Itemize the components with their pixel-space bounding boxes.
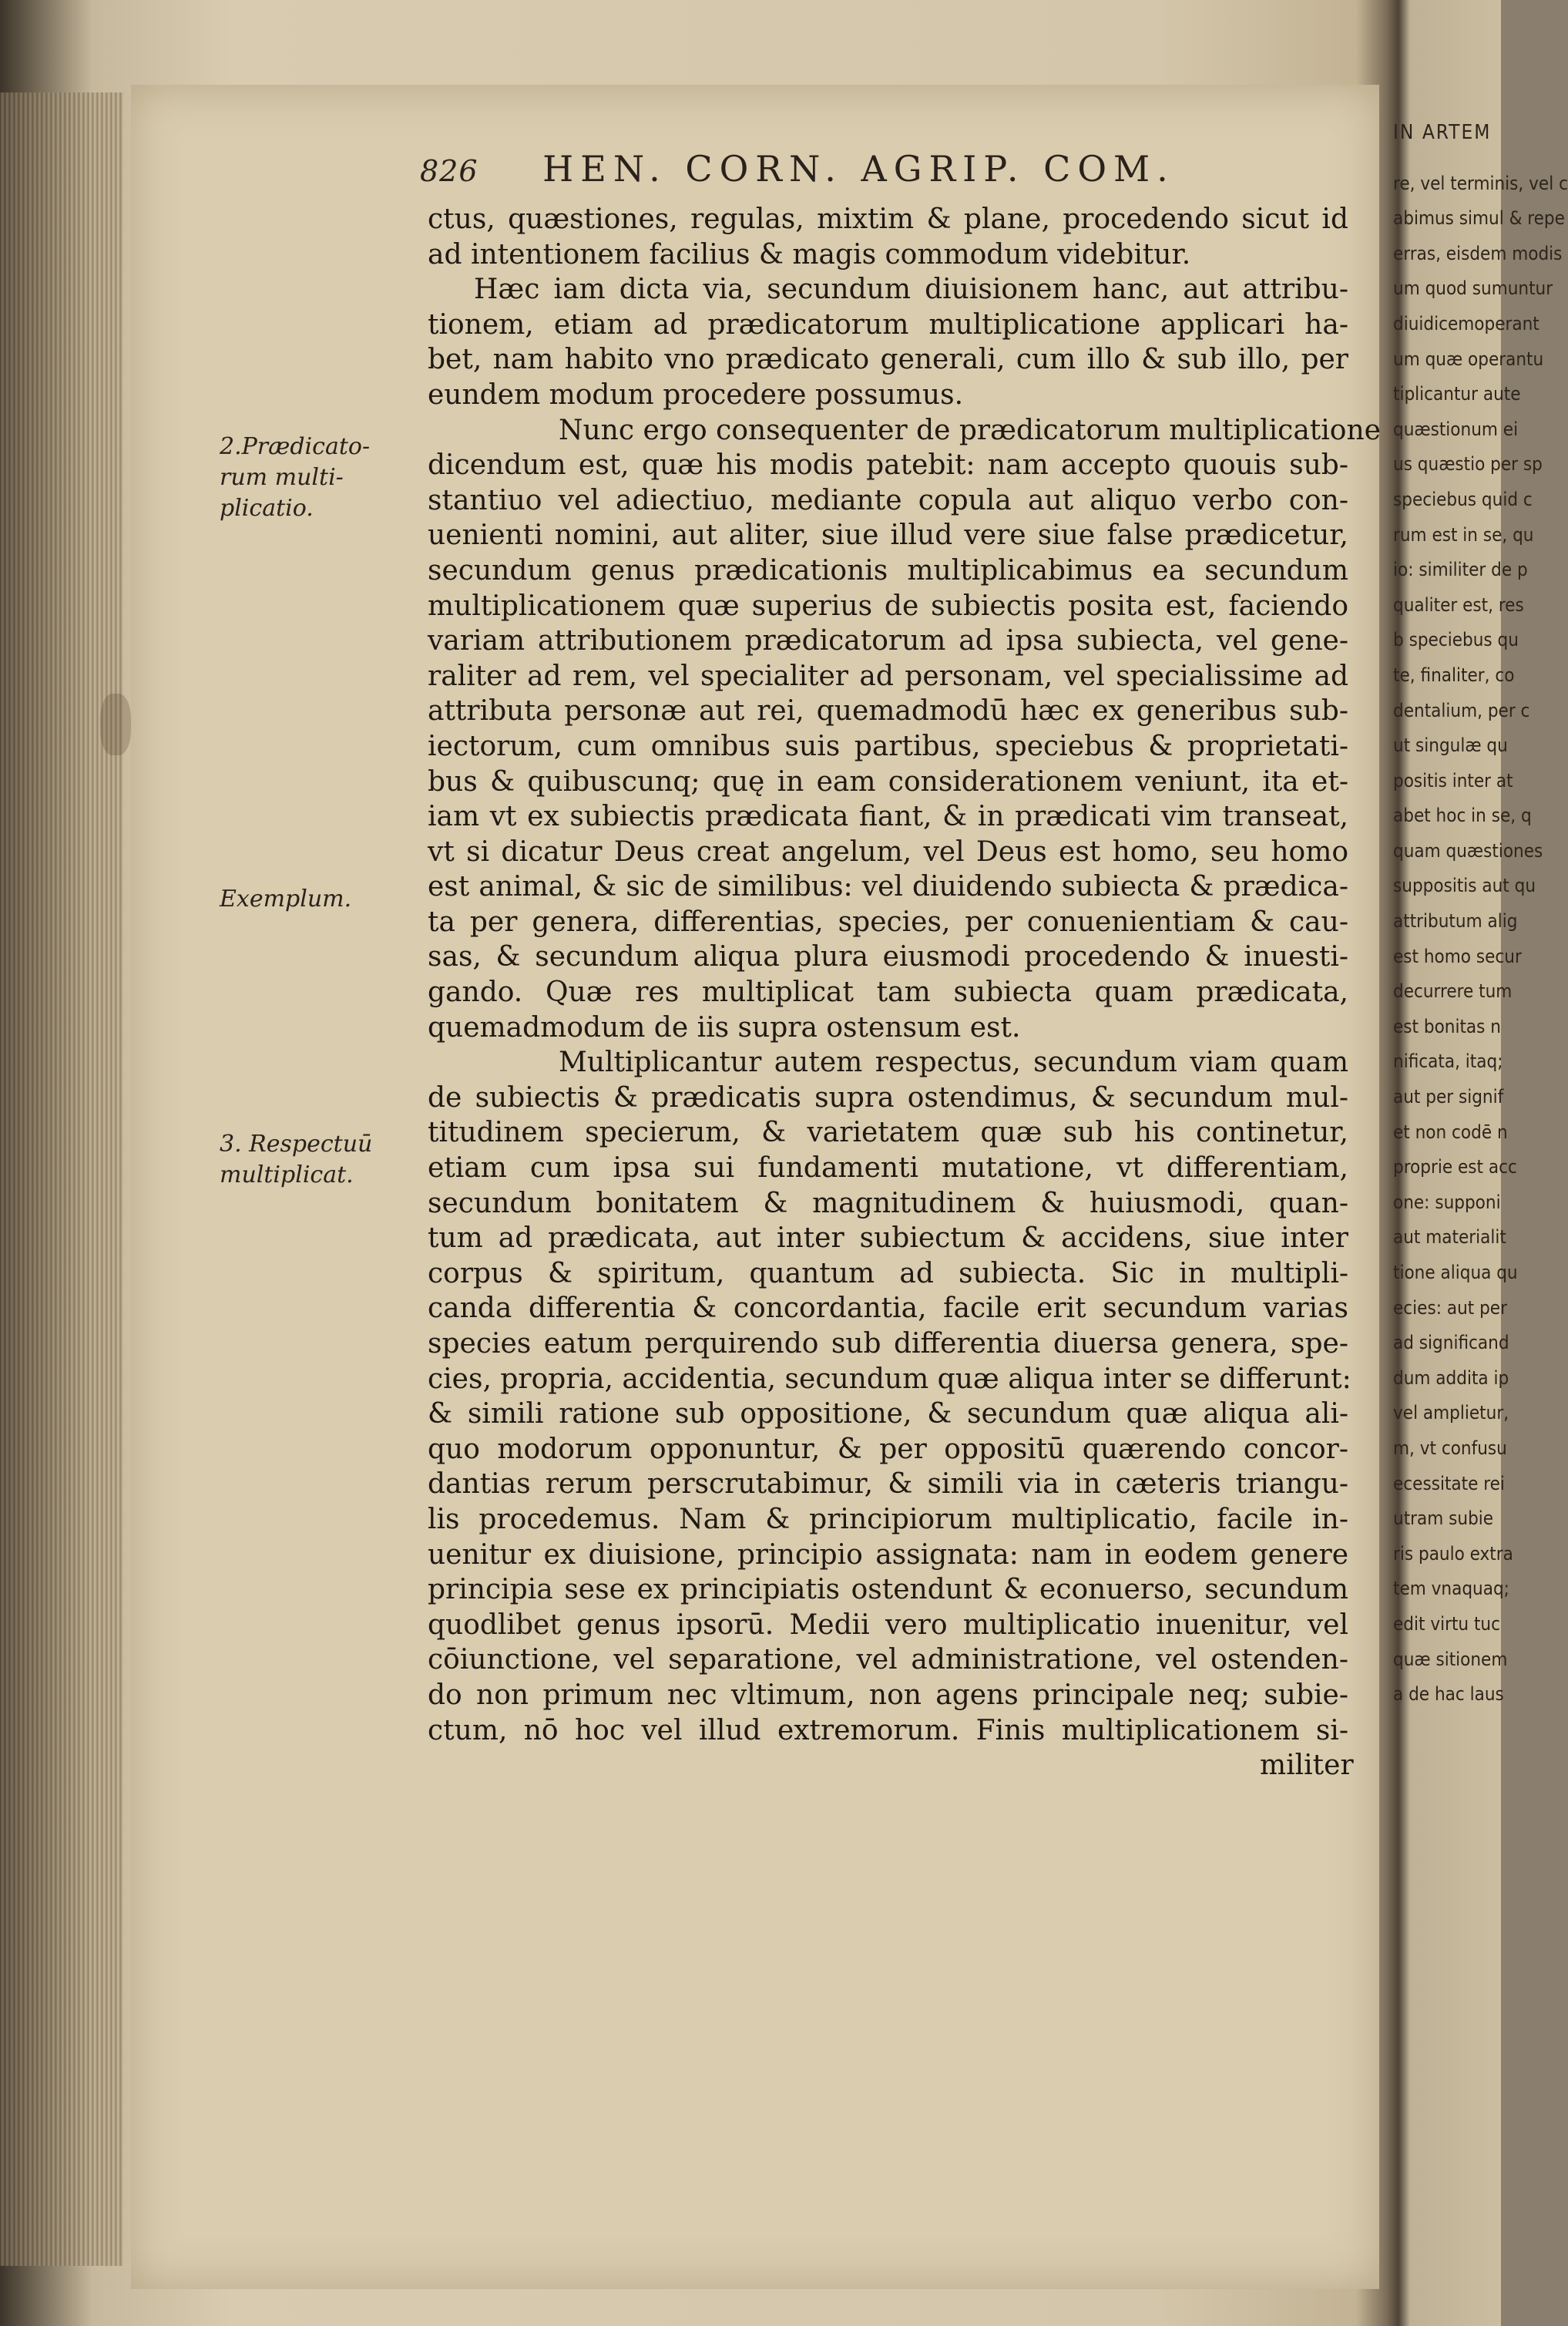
text-line: principia sese ex principiatis ostendunt & econuerso, secundum bbox=[428, 1574, 1348, 1606]
facing-line: tem vnaquaq; bbox=[1393, 1578, 1509, 1600]
text-line: & simili ratione sub oppositione, & secundum quæ aliqua ali- bbox=[428, 1398, 1348, 1430]
facing-line: ecies: aut per bbox=[1393, 1296, 1507, 1319]
text-line: quodlibet genus ipsorū. Medii vero multiplicatio inuenitur, vel bbox=[428, 1608, 1348, 1641]
facing-line: a de hac laus bbox=[1393, 1683, 1504, 1706]
facing-line: positis inter at bbox=[1393, 769, 1513, 792]
facing-line: tiplicantur aute bbox=[1393, 383, 1521, 405]
text-line: tionem, etiam ad prædicatorum multiplicatione applicari ha- bbox=[428, 308, 1348, 341]
text-line: secundum bonitatem & magnitudinem & huiusmodi, quan- bbox=[428, 1187, 1348, 1219]
facing-line: dum addita ip bbox=[1393, 1366, 1509, 1389]
facing-page-lines bbox=[1393, 166, 1568, 1713]
facing-line: speciebus quid c bbox=[1393, 488, 1533, 510]
text-line: bet, nam habito vno prædicato generali, cum illo & sub illo, per bbox=[428, 344, 1348, 376]
page-number: 826 bbox=[420, 154, 478, 188]
facing-line: est bonitas n bbox=[1393, 1015, 1501, 1037]
facing-line: vel amplietur, bbox=[1393, 1402, 1509, 1424]
facing-line: erras, eisdem modis bbox=[1393, 242, 1563, 264]
text-line: Multiplicantur autem respectus, secundum viam quam bbox=[559, 1047, 1348, 1079]
facing-page-fragment bbox=[1393, 116, 1568, 2089]
facing-line: one: supponi bbox=[1393, 1191, 1501, 1213]
running-title: HEN. CORN. AGRIP. COM. bbox=[542, 148, 1175, 190]
text-line: cōiunctione, vel separatione, vel administratione, vel ostenden- bbox=[428, 1644, 1348, 1676]
text-line: secundum genus prædicationis multiplicabimus ea secundum bbox=[428, 554, 1348, 587]
text-line: militer bbox=[1260, 1750, 1354, 1782]
facing-line: ad significand bbox=[1393, 1332, 1509, 1354]
facing-line: quæstionum ei bbox=[1393, 418, 1519, 440]
text-line: cies, propria, accidentia, secundum quæ aliqua inter se differunt: bbox=[428, 1363, 1351, 1395]
text-line: gando. Quæ res multiplicat tam subiecta quam prædicata, bbox=[428, 976, 1348, 1009]
facing-line: ecessitate rei bbox=[1393, 1472, 1505, 1494]
text-line: Nunc ergo consequenter de prædicatorum multiplicatione bbox=[559, 414, 1381, 446]
text-line: iectorum, cum omnibus suis partibus, speciebus & proprietati- bbox=[428, 730, 1348, 762]
text-line: stantiuo vel adiectiuo, mediante copula aut aliquo verbo con- bbox=[428, 484, 1348, 516]
facing-line: abet hoc in se, q bbox=[1393, 805, 1532, 827]
facing-line: quæ sitionem bbox=[1393, 1648, 1508, 1670]
text-line: species eatum perquirendo sub differentia diuersa genera, spe- bbox=[428, 1328, 1348, 1360]
facing-line: m, vt confusu bbox=[1393, 1437, 1507, 1459]
text-line: canda differentia & concordantia, facile erit secundum varias bbox=[428, 1292, 1348, 1325]
running-header bbox=[420, 148, 1306, 194]
facing-line: b speciebus qu bbox=[1393, 629, 1519, 651]
text-line: Hæc iam dicta via, secundum diuisionem hanc, aut attribu- bbox=[474, 274, 1348, 306]
facing-line: us quæstio per sp bbox=[1393, 453, 1543, 476]
facing-line: quam quæstiones bbox=[1393, 839, 1543, 862]
text-line: ctus, quæstiones, regulas, mixtim & plane, procedendo sicut id bbox=[428, 203, 1348, 235]
text-line: dicendum est, quæ his modis patebit: nam accepto quouis sub- bbox=[428, 449, 1348, 482]
margin-note-exemplum: Exemplum. bbox=[220, 886, 352, 913]
facing-line: est homo secur bbox=[1393, 945, 1522, 967]
facing-line: um quod sumuntur bbox=[1393, 277, 1553, 300]
facing-line: aut materialit bbox=[1393, 1226, 1506, 1249]
text-line: corpus & spiritum, quantum ad subiecta. Sic in multipli- bbox=[428, 1257, 1348, 1289]
facing-line: abimus simul & repe bbox=[1393, 207, 1565, 230]
text-line: tum ad prædicata, aut inter subiectum & accidens, siue inter bbox=[428, 1222, 1348, 1255]
facing-line: proprie est acc bbox=[1393, 1156, 1517, 1178]
body-text bbox=[428, 202, 1381, 1783]
text-line: ctum, nō hoc vel illud extremorum. Finis multiplicationem si- bbox=[428, 1714, 1348, 1746]
text-line: sas, & secundum aliqua plura eiusmodi procedendo & inuesti- bbox=[428, 941, 1348, 973]
text-line: iam vt ex subiectis prædicata fiant, & in prædicati vim transeat, bbox=[428, 801, 1348, 833]
facing-line: tione aliqua qu bbox=[1393, 1262, 1518, 1283]
facing-line: et non codē n bbox=[1393, 1121, 1508, 1143]
facing-page-header: IN ARTEM bbox=[1393, 121, 1492, 144]
text-line: bus & quibuscunq; quę in eam considerationem veniunt, ita et- bbox=[428, 765, 1348, 798]
facing-line: re, vel terminis, vel c bbox=[1393, 172, 1568, 194]
facing-line: dentalium, per c bbox=[1393, 699, 1530, 721]
facing-line: qualiter est, res bbox=[1393, 593, 1524, 616]
text-line: ta per genera, differentias, species, per conuenientiam & cau- bbox=[428, 906, 1348, 938]
facing-line: utram subie bbox=[1393, 1508, 1494, 1530]
text-line: uenienti nomini, aut aliter, siue illud vere siue false prædicetur, bbox=[428, 519, 1348, 552]
facing-line: diuidicemoperant bbox=[1393, 312, 1539, 334]
facing-line: edit virtu tuc bbox=[1393, 1612, 1500, 1635]
margin-note-respectuum: 3. Respectuū multiplicat. bbox=[220, 1131, 373, 1188]
book-page-edges bbox=[0, 92, 123, 2266]
text-line: variam attributionem prædicatorum ad ipsa subiecta, vel gene- bbox=[428, 625, 1348, 657]
facing-line: rum est in se, qu bbox=[1393, 523, 1534, 546]
facing-line: nificata, itaq; bbox=[1393, 1050, 1503, 1073]
text-line: est animal, & sic de similibus: vel diuidendo subiecta & prædica- bbox=[428, 871, 1348, 903]
facing-line: suppositis aut qu bbox=[1393, 875, 1536, 897]
text-line: ad intentionem facilius & magis commodum videbitur. bbox=[428, 238, 1191, 271]
text-line: uenitur ex diuisione, principio assignata: nam in eodem genere bbox=[428, 1538, 1348, 1571]
text-line: eundem modum procedere possumus. bbox=[428, 378, 964, 411]
text-line: titudinem specierum, & varietatem quæ sub his continetur, bbox=[428, 1117, 1348, 1149]
text-line: dantias rerum perscrutabimur, & simili via in cæteris triangu- bbox=[428, 1468, 1348, 1501]
ink-stain bbox=[100, 694, 131, 755]
facing-line: io: similiter de p bbox=[1393, 559, 1528, 581]
facing-line: attributum alig bbox=[1393, 910, 1518, 933]
facing-line: aut per signif bbox=[1393, 1086, 1504, 1108]
text-line: de subiectis & prædicatis supra ostendimus, & secundum mul- bbox=[428, 1081, 1348, 1114]
text-line: attributa personæ aut rei, quemadmodū hæc ex generibus sub- bbox=[428, 695, 1348, 728]
text-line: do non primum nec vltimum, non agens principale neq; subie- bbox=[428, 1679, 1348, 1711]
text-line: lis procedemus. Nam & principiorum multiplicatio, facile in- bbox=[428, 1503, 1348, 1535]
facing-line: te, finaliter, co bbox=[1393, 664, 1515, 686]
text-line: quo modorum opponuntur, & per oppositū quærendo concor- bbox=[428, 1433, 1348, 1465]
facing-line: um quæ operantu bbox=[1393, 348, 1544, 370]
margin-note-praedicatorum: 2.Prædicato-rum multi-plicatio. bbox=[220, 433, 371, 522]
text-line: multiplicationem quæ superius de subiectis posita est, faciendo bbox=[428, 590, 1348, 622]
text-line: raliter ad rem, vel specialiter ad personam, vel specialissime ad bbox=[428, 660, 1348, 692]
facing-line: ris paulo extra bbox=[1393, 1542, 1513, 1565]
text-line: quemadmodum de iis supra ostensum est. bbox=[428, 1011, 1021, 1044]
text-line: etiam cum ipsa sui fundamenti mutatione, vt differentiam, bbox=[428, 1152, 1348, 1185]
text-line: vt si dicatur Deus creat angelum, vel Deus est homo, seu homo bbox=[428, 835, 1348, 868]
facing-line: ut singulæ qu bbox=[1393, 734, 1508, 757]
facing-line: decurrere tum bbox=[1393, 980, 1513, 1003]
